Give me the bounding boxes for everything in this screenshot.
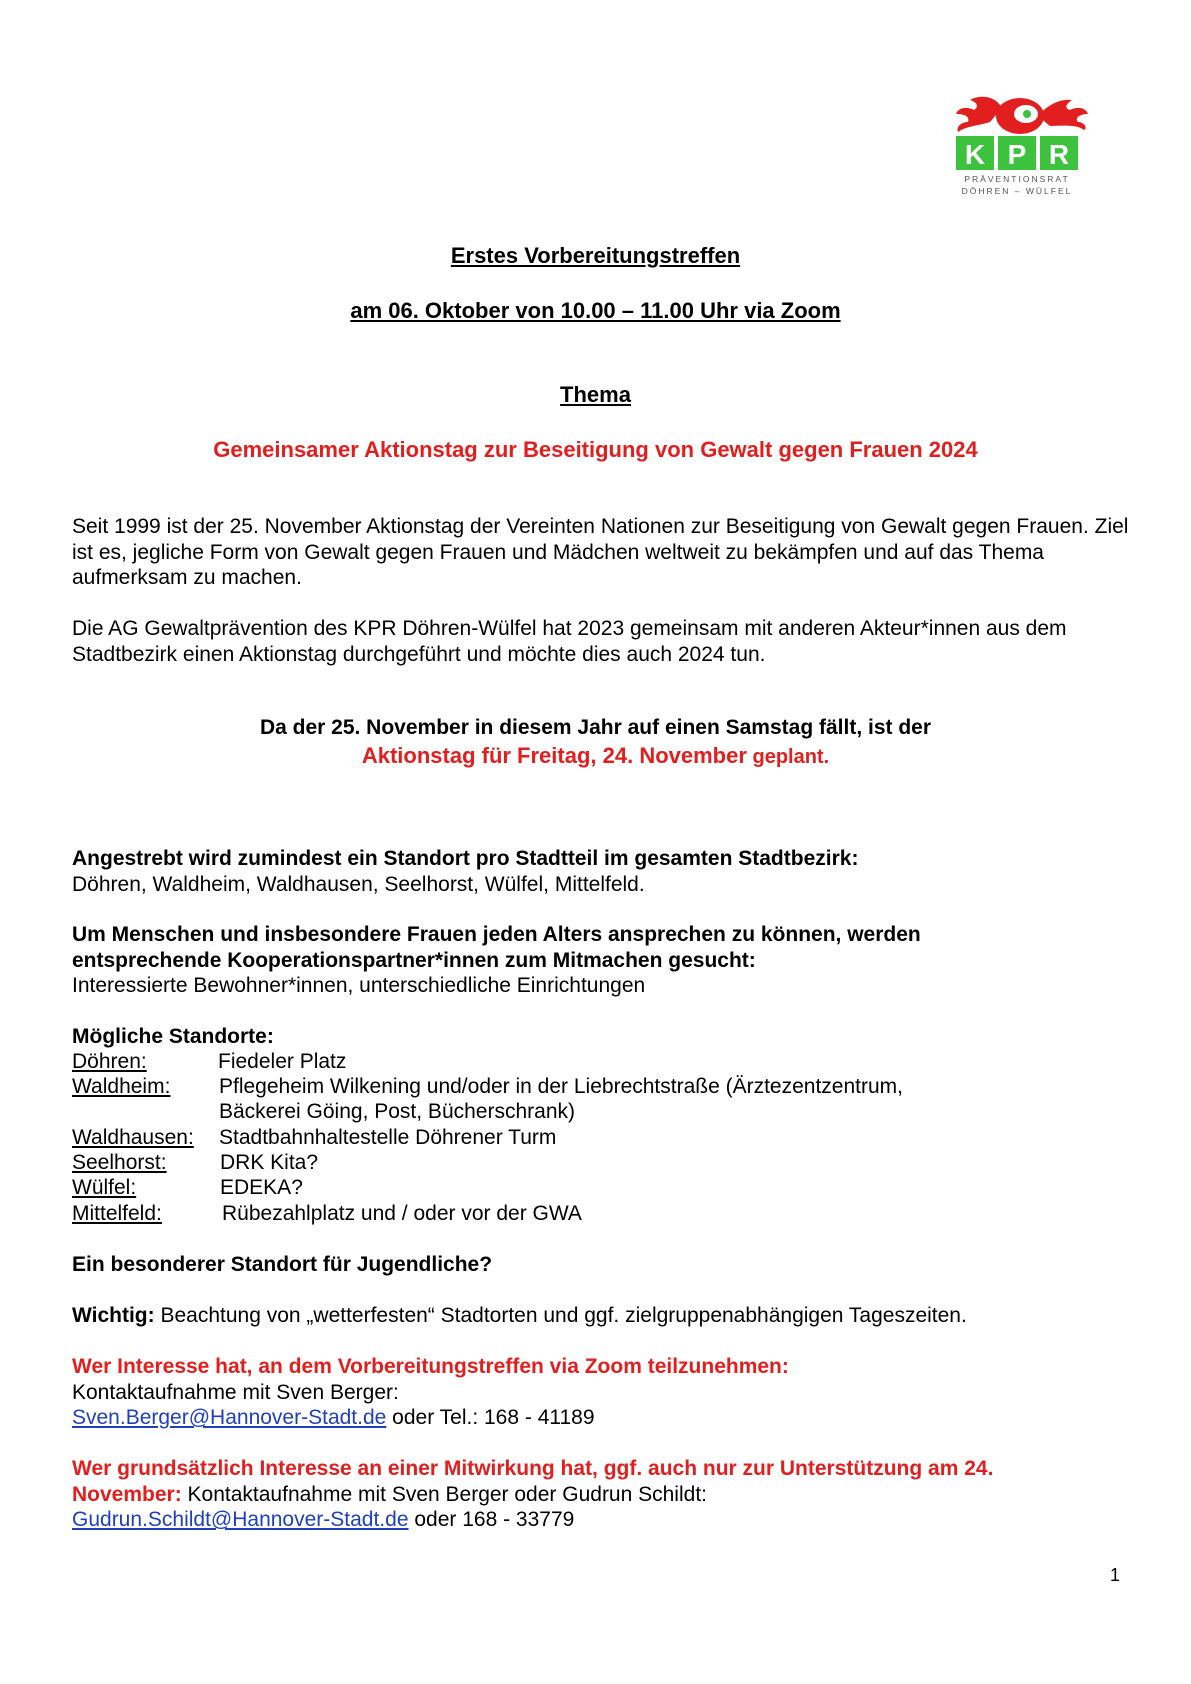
important-text: Beachtung von „wetterfesten“ Stadtorten und ggf. zielgruppenabhängigen Tageszeiten. [154, 1304, 967, 1327]
location-value: Rübezahlplatz und / oder vor der GWA [222, 1202, 582, 1225]
section-locations-goal [72, 846, 1132, 897]
important-label: Wichtig: [72, 1304, 155, 1327]
logo-subtitle-1: PRÄVENTIONSRAT [964, 174, 1070, 184]
location-value: Pflegeheim Wilkening und/oder in der Liebrechtstraße (Ärztezentzentrum, [219, 1075, 903, 1098]
contact-participation [72, 1456, 1132, 1533]
location-label: Waldheim: [72, 1075, 171, 1098]
logo-letter-p: P [1007, 139, 1027, 170]
page-title: Erstes Vorbereitungstreffen [450, 243, 741, 268]
topic-title: Gemeinsamer Aktionstag zur Beseitigung von Gewalt gegen Frauen 2024 [213, 437, 978, 462]
location-label: Waldhausen: [72, 1126, 194, 1149]
logo-subtitle-2: DÖHREN – WÜLFEL [961, 186, 1073, 196]
email-link-gudrun-schildt[interactable]: Gudrun.Schildt@Hannover-Stadt.de [72, 1508, 409, 1532]
contact2-phone: oder 168 - 33779 [408, 1508, 575, 1532]
logo-letter-k: K [964, 139, 986, 170]
notice-tail: geplant. [746, 746, 830, 768]
section-partners [72, 922, 972, 999]
location-label: Seelhorst: [72, 1151, 167, 1174]
logo-figure-icon [956, 97, 1088, 134]
location-label: Wülfel: [72, 1176, 137, 1199]
email-link-sven-berger[interactable]: Sven.Berger@Hannover-Stadt.de [72, 1406, 387, 1430]
contact2-heading: Wer grundsätzlich Interesse an einer Mitwirkung hat, ggf. auch nur zur Unterstützung am 24. November: [72, 1457, 994, 1506]
intro-paragraph-2: Die AG Gewaltprävention des KPR Döhren-Wülfel hat 2023 gemeinsam mit anderen Akteur*innen aus dem Stadtbezirk einen Aktionstag durchgeführt und möchte dies auch 2024 tun. [72, 617, 1067, 666]
location-value: Fiedeler Platz [218, 1050, 347, 1073]
contact2-details [72, 1507, 1132, 1533]
kpr-logo [950, 86, 1090, 204]
location-value: Stadtbahnhaltestelle Döhrener Turm [219, 1126, 557, 1149]
contact1-heading: Wer Interesse hat, an dem Vorbereitungstreffen via Zoom teilzunehmen: [72, 1355, 789, 1378]
notice-line-2 [0, 743, 1191, 769]
contact-zoom [72, 1354, 1132, 1431]
section2-heading: Um Menschen und insbesondere Frauen jeden Alters ansprechen zu können, werden entsprechende Kooperationspartner*innen zum Mitmachen gesucht: [72, 923, 921, 972]
page-number: 1 [1110, 1565, 1121, 1585]
location-value-continued: Bäckerei Göing, Post, Bücherschrank) [219, 1100, 575, 1123]
contact1-details [72, 1405, 1132, 1431]
meeting-date: am 06. Oktober von 10.00 – 11.00 Uhr via Zoom [350, 298, 841, 323]
location-label: Döhren: [72, 1050, 147, 1073]
section1-text: Döhren, Waldheim, Waldhausen, Seelhorst, Wülfel, Mittelfeld. [72, 872, 645, 896]
location-label: Mittelfeld: [72, 1202, 162, 1225]
intro-paragraph-1: Seit 1999 ist der 25. November Aktionstag der Vereinten Nationen zur Beseitigung von Gewalt gegen Frauen. Ziel ist es, jegliche Form von Gewalt gegen Frauen und Mädchen weltweit zu bekämpfen und auf das Thema aufmerksam zu machen. [72, 515, 1129, 590]
contact1-line: Kontaktaufnahme mit Sven Berger: [72, 1380, 399, 1404]
notice-line-1: Da der 25. November in diesem Jahr auf einen Samstag fällt, ist der [259, 716, 932, 739]
contact1-phone: oder Tel.: 168 - 41189 [386, 1406, 595, 1430]
youth-question: Ein besonderer Standort für Jugendliche? [72, 1253, 493, 1276]
location-value: DRK Kita? [220, 1151, 319, 1174]
contact2-heading-block [72, 1456, 1072, 1507]
section2-text: Interessierte Bewohner*innen, unterschiedliche Einrichtungen [72, 974, 646, 998]
contact2-text: Kontaktaufnahme mit Sven Berger oder Gudrun Schildt: [181, 1482, 707, 1506]
section1-heading: Angestrebt wird zumindest ein Standort pro Stadtteil im gesamten Stadtbezirk: [72, 847, 859, 870]
notice-date: Aktionstag für Freitag, 24. November [361, 743, 747, 768]
important-note [72, 1303, 1132, 1329]
thema-label: Thema [560, 382, 631, 407]
logo-letter-r: R [1048, 139, 1070, 170]
locations-heading: Mögliche Standorte: [72, 1025, 274, 1048]
location-value: EDEKA? [220, 1176, 303, 1199]
